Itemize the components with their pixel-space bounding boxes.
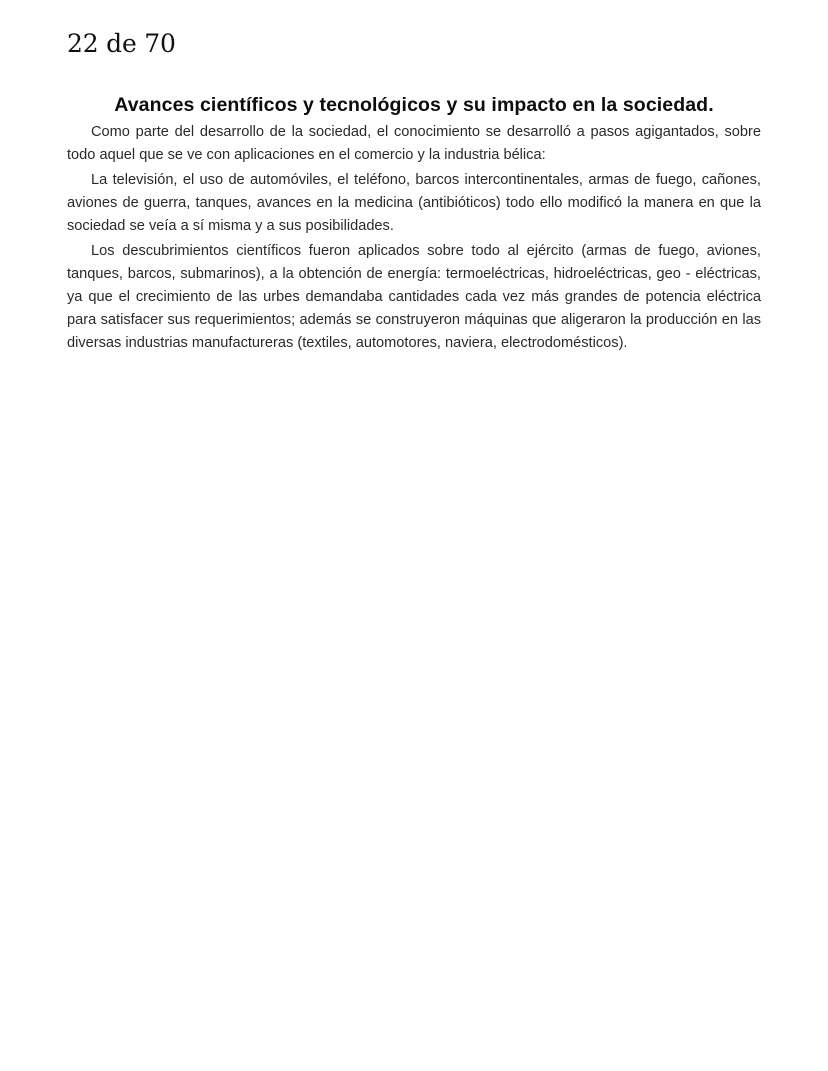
page-counter: 22 de 70 [67, 29, 176, 58]
paragraph: Los descubrimientos científicos fueron aplicados sobre todo al ejército (armas de fuego, aviones, tanques, barcos, submarinos), a la obtención de energía: termoeléctricas, hidroeléctricas, geo - eléctricas, ya que el crecimiento de las urbes demandaba cantidades cada vez más grandes de potencia eléctrica para satisfacer sus requerimientos; además se construyeron máquinas que aligeraron la producción en las diversas industrias manufactureras (textiles, automotores, naviera, electrodomésticos). [67, 243, 761, 351]
section-title: Avances científicos y tecnológicos y su impacto en la sociedad. [114, 94, 714, 116]
paragraph: La televisión, el uso de automóviles, el teléfono, barcos intercontinentales, armas de fuego, cañones, aviones de guerra, tanques, avances en la medicina (antibióticos) todo ello modificó la manera en que la sociedad se veía a sí misma y a sus posibilidades. [67, 172, 761, 234]
paragraph: Como parte del desarrollo de la sociedad, el conocimiento se desarrolló a pasos agigantados, sobre todo aquel que se ve con aplicaciones en el comercio y la industria bélica: [67, 124, 761, 163]
document-body [67, 93, 761, 357]
